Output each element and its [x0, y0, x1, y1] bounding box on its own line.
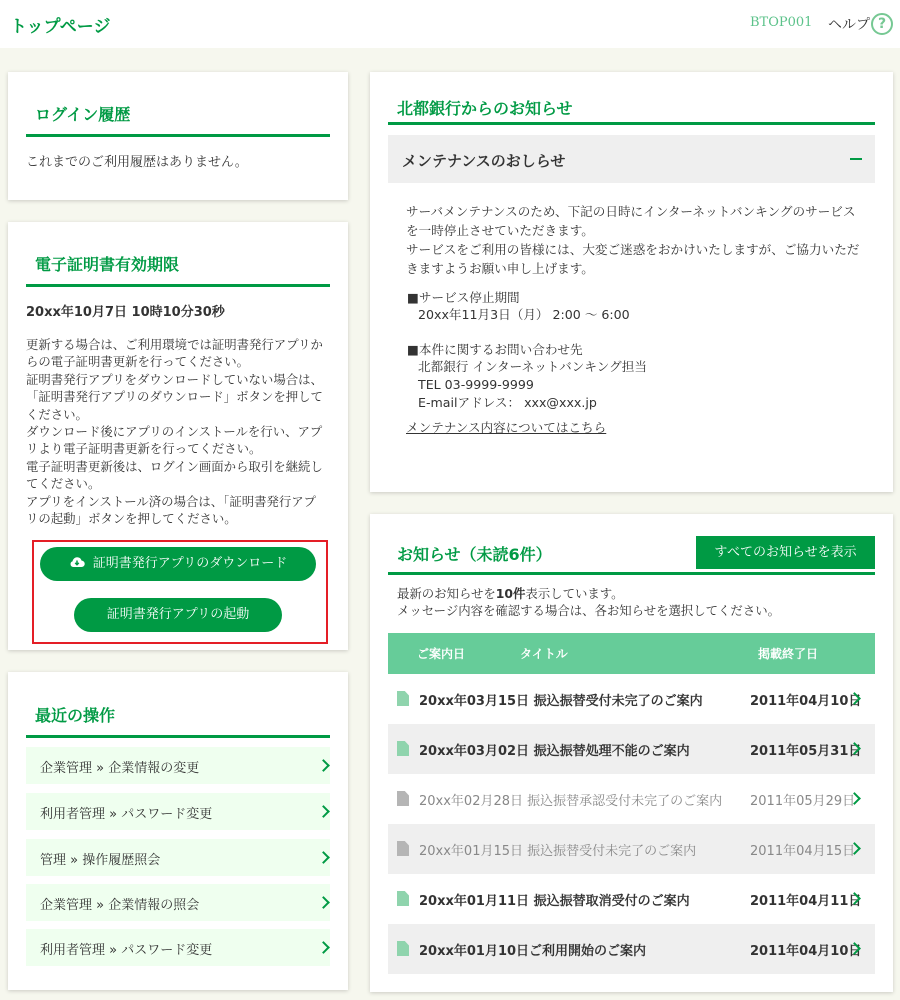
maintenance-body	[406, 202, 876, 278]
news-row-end-date: 2011年04月15日	[750, 844, 856, 859]
show-all-news-button[interactable]: すべてのお知らせを表示	[696, 536, 875, 569]
summary-suffix: 表示しています。	[525, 586, 624, 601]
title-rule	[388, 572, 875, 575]
news-row[interactable]	[388, 924, 875, 974]
title-rule	[26, 284, 330, 287]
news-table-header	[388, 633, 875, 674]
instruction-line: リより電子証明書更新を行ってください。	[26, 441, 262, 457]
news-row-end-date: 2011年04月10日	[750, 694, 862, 709]
recent-operation-item[interactable]	[26, 747, 330, 784]
instruction-line: らの電子証明書更新を行ってください。	[26, 354, 250, 370]
summary-prefix: 最新のお知らせを	[397, 586, 496, 601]
recent-operation-item[interactable]	[26, 839, 330, 876]
body-line: サービスをご利用の皆様には、大変ご迷惑をおかけいたしますが、ご協力いただ	[406, 242, 860, 257]
recent-operation-item[interactable]	[26, 884, 330, 921]
instruction-line: ダウンロード後にアプリのインストールを行い、アプ	[26, 424, 323, 440]
news-row-end-date: 2011年05月31日	[750, 744, 862, 759]
contact-details	[418, 358, 647, 412]
news-row-title: 20xx年01月11日 振込振替取消受付のご案内	[419, 894, 690, 909]
news-row[interactable]	[388, 674, 875, 724]
bank-notice-card	[370, 72, 893, 492]
screen-id: BTOP001	[750, 15, 813, 30]
contact-line: E-mailアドレス： xxx@xxx.jp	[418, 395, 597, 410]
instruction-line: ください。	[26, 406, 88, 422]
news-row-end-date: 2011年04月10日	[750, 944, 862, 959]
title-rule	[388, 122, 875, 125]
certificate-title: 電子証明書有効期限	[35, 255, 180, 274]
contact-line: TEL 03-9999-9999	[418, 377, 534, 392]
news-row-title: 20xx年02月28日 振込振替承認受付未完了のご案内	[419, 794, 723, 809]
news-summary	[397, 585, 624, 603]
column-date: ご案内日	[417, 647, 466, 661]
help-link[interactable]: ヘルプ	[828, 17, 870, 33]
page-title: トップページ	[10, 17, 111, 37]
instruction-line: 電子証明書更新後は、ログイン画面から取引を継続し	[26, 458, 323, 474]
instruction-line: 更新する場合は、ご利用環境では証明書発行アプリか	[26, 337, 323, 352]
news-row-end-date: 2011年04月11日	[750, 894, 862, 909]
login-history-message: これまでのご利用履歴はありません。	[26, 155, 248, 170]
news-card	[370, 514, 893, 992]
news-title: お知らせ（未読6件）	[397, 545, 552, 564]
period-value: 20xx年11月3日（月） 2:00 ～ 6:00	[418, 307, 630, 322]
certificate-expiry-card	[8, 222, 348, 650]
summary-count: 10件	[495, 586, 526, 601]
chevron-right-icon	[317, 805, 330, 818]
certificate-instructions	[26, 336, 336, 527]
page-header	[0, 0, 900, 48]
news-row-end-date: 2011年05月29日	[750, 794, 856, 809]
download-app-label: 証明書発行アプリのダウンロード	[92, 556, 288, 571]
contact-line: 北都銀行 インターネットバンキング担当	[418, 359, 647, 374]
document-icon	[397, 841, 409, 856]
chevron-right-icon	[317, 759, 330, 772]
body-line: サーバメンテナンスのため、下記の日時にインターネットバンキングのサービス	[406, 204, 856, 219]
instruction-line: てください。	[26, 476, 101, 492]
body-line: を一時停止させていただきます。	[406, 223, 594, 238]
news-row-title: 20xx年01月10日ご利用開始のご案内	[419, 944, 647, 959]
recent-operation-label: 企業管理 » 企業情報の照会	[40, 898, 200, 913]
cloud-download-icon	[69, 556, 85, 568]
column-end-date: 掲載終了日	[758, 647, 819, 661]
news-row[interactable]	[388, 724, 875, 774]
recent-operations-card	[8, 672, 348, 990]
news-row-title: 20xx年01月15日 振込振替受付未完了のご案内	[419, 844, 697, 859]
instruction-line: 「証明書発行アプリのダウンロード」ボタンを押して	[26, 389, 323, 405]
title-rule	[26, 735, 330, 738]
login-history-card	[8, 72, 348, 200]
chevron-right-icon	[317, 941, 330, 954]
maintenance-details-link[interactable]: メンテナンス内容についてはこちら	[406, 420, 607, 435]
recent-operation-label: 企業管理 » 企業情報の変更	[40, 761, 200, 776]
recent-operation-item[interactable]	[26, 929, 330, 966]
document-icon	[397, 791, 409, 806]
document-icon	[397, 891, 409, 906]
collapse-icon[interactable]	[850, 158, 862, 160]
document-icon	[397, 691, 409, 706]
news-row[interactable]	[388, 824, 875, 874]
recent-operations-title: 最近の操作	[35, 706, 116, 725]
news-row[interactable]	[388, 874, 875, 924]
help-icon[interactable]: ?	[871, 13, 893, 35]
download-app-button[interactable]	[40, 547, 316, 581]
chevron-right-icon	[317, 896, 330, 909]
news-row-title: 20xx年03月02日 振込振替処理不能のご案内	[419, 744, 690, 759]
contact-heading: ■本件に関するお問い合わせ先	[407, 342, 583, 357]
bank-notice-title: 北都銀行からのお知らせ	[397, 99, 573, 118]
news-row[interactable]	[388, 774, 875, 824]
recent-operation-label: 利用者管理 » パスワード変更	[40, 943, 213, 958]
chevron-right-icon	[317, 851, 330, 864]
launch-app-button[interactable]: 証明書発行アプリの起動	[74, 598, 282, 632]
instruction-line: 証明書発行アプリをダウンロードしていない場合は、	[26, 371, 323, 387]
recent-operation-label: 利用者管理 » パスワード変更	[40, 807, 213, 822]
certificate-expiry-date: 20xx年10月7日 10時10分30秒	[26, 305, 225, 320]
document-icon	[397, 741, 409, 756]
login-history-title: ログイン履歴	[35, 105, 131, 124]
body-line: きますようお願い申し上げます。	[406, 261, 594, 276]
column-title: タイトル	[520, 647, 568, 661]
news-row-title: 20xx年03月15日 振込振替受付未完了のご案内	[419, 694, 703, 709]
accordion-title: メンテナンスのおしらせ	[402, 152, 566, 170]
recent-operation-label: 管理 » 操作履歴照会	[40, 853, 161, 868]
title-rule	[26, 134, 330, 137]
maintenance-accordion[interactable]	[388, 135, 875, 183]
news-instruction: メッセージ内容を確認する場合は、各お知らせを選択してください。	[397, 603, 780, 618]
recent-operation-item[interactable]	[26, 793, 330, 830]
instruction-line: アプリをインストール済の場合は、「証明書発行アプ	[26, 493, 317, 509]
document-icon	[397, 941, 409, 956]
period-heading: ■サービス停止期間	[407, 290, 520, 305]
instruction-line: リの起動」ボタンを押してください。	[26, 511, 237, 527]
